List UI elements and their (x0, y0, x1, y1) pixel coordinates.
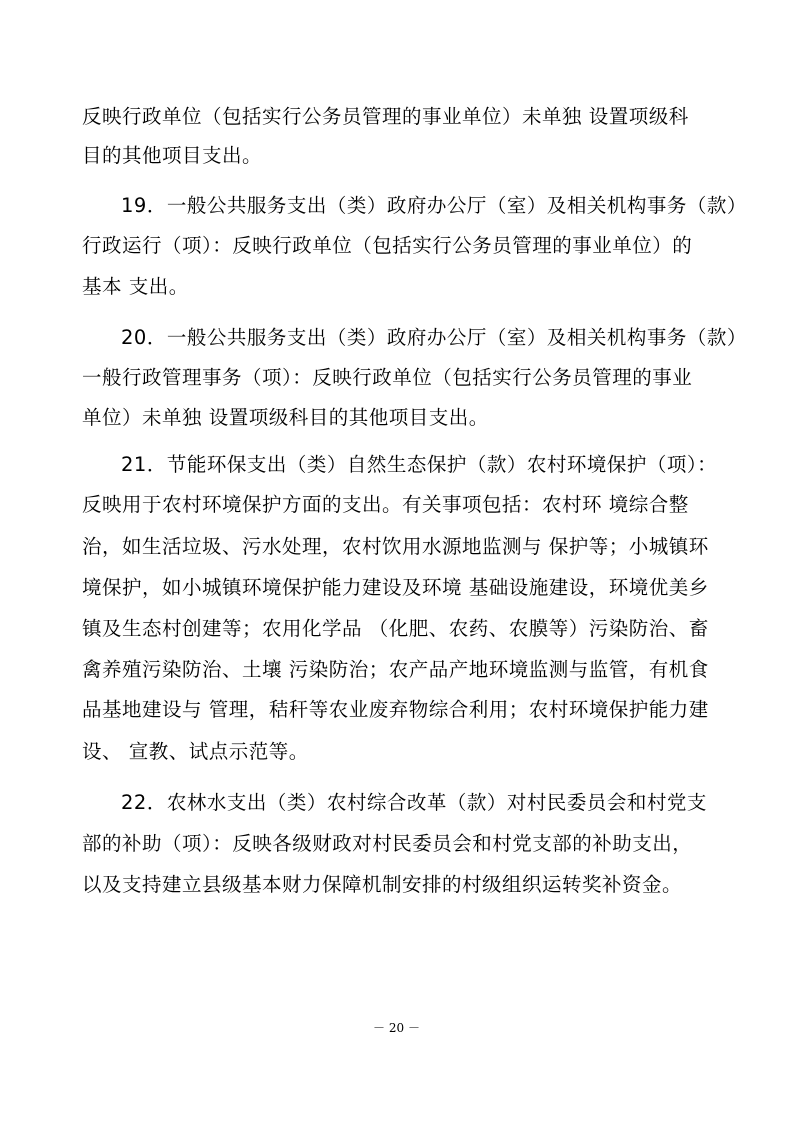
page-number: － 20 － (373, 1021, 420, 1035)
paragraph-21-line-8: 设、 宣教、试点示范等。 (82, 740, 309, 763)
paragraph-19-line-1: 19．一般公共服务支出（类）政府办公厅（室）及相关机构事务（款） (121, 194, 747, 217)
paragraph-20-line-2: 一般行政管理事务（项）：反映行政单位（包括实行公务员管理的事业 (82, 366, 693, 389)
paragraph-20-line-1: 20．一般公共服务支出（类）政府办公厅（室）及相关机构事务（款） (121, 326, 747, 349)
text-line-1: 反映行政单位（包括实行公务员管理的事业单位）未单独 设置项级科 (82, 105, 689, 128)
paragraph-22-line-3: 以及支持建立县级基本财力保障机制安排的村级组织运转奖补资金。 (82, 873, 683, 896)
text-line-2: 目的其他项目支出。 (82, 144, 263, 167)
paragraph-21-line-7: 品基地建设与 管理，秸秆等农业废弃物综合利用；农村环境保护能力建 (82, 698, 709, 721)
paragraph-22-line-1: 22．农林水支出（类）农村综合改革（款）对村民委员会和村党支 (121, 791, 707, 814)
paragraph-19-line-2: 行政运行（项）：反映行政单位（包括实行公务员管理的事业单位）的 (82, 234, 693, 257)
paragraph-21-line-3: 治，如生活垃圾、污水处理，农村饮用水源地监测与 保护等；小城镇环 (82, 535, 709, 558)
paragraph-19-line-3: 基本 支出。 (82, 275, 189, 298)
paragraph-21-line-6: 禽养殖污染防治、土壤 污染防治；农产品产地环境监测与监管，有机食 (82, 658, 709, 681)
paragraph-21-line-4: 境保护，如小城镇环境保护能力建设及环境 基础设施建设，环境优美乡 (82, 576, 709, 599)
paragraph-20-line-3: 单位）未单独 设置项级科目的其他项目支出。 (82, 406, 489, 429)
paragraph-22-line-2: 部的补助（项）：反映各级财政对村民委员会和村党支部的补助支出， (82, 832, 693, 855)
paragraph-21-line-2: 反映用于农村环境保护方面的支出。有关事项包括：农村环 境综合整 (82, 493, 689, 516)
paragraph-21-line-1: 21．节能环保支出（类）自然生态保护（款）农村环境保护（项）： (121, 453, 718, 476)
paragraph-21-line-5: 镇及生态村创建等；农用化学品 （化肥、农药、农膜等）污染防治、畜 (82, 617, 709, 640)
